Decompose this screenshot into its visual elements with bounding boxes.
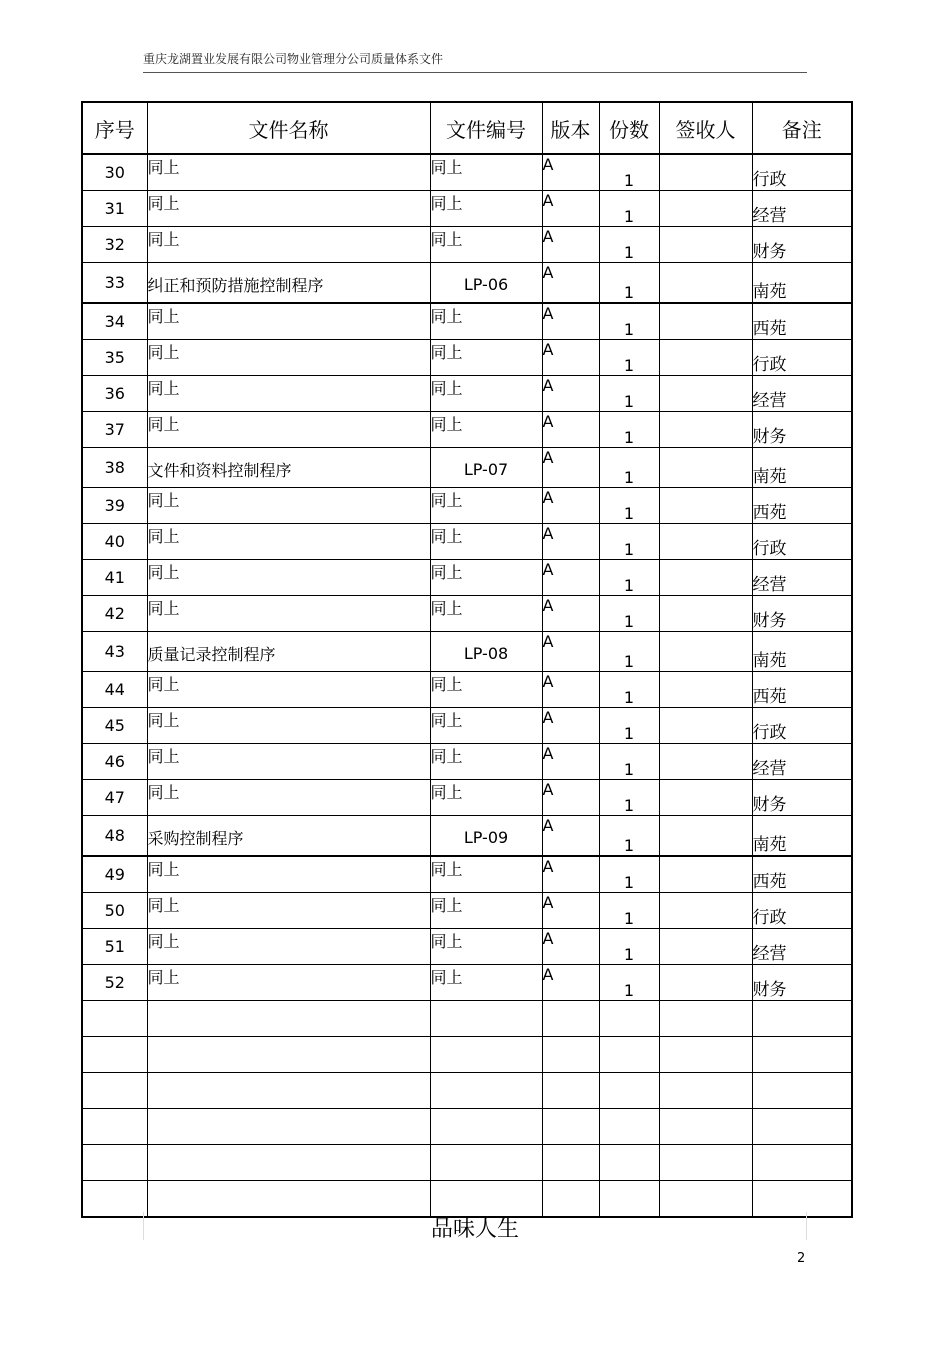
empty-cell [430,1073,542,1109]
cell-quantity: 1 [599,376,659,412]
empty-cell [752,1073,852,1109]
empty-cell [752,1001,852,1037]
cell-file-code: 同上 [430,412,542,448]
cell-quantity: 1 [599,780,659,816]
page-number: 2 [797,1251,806,1266]
table-row [82,191,852,227]
table-row [82,340,852,376]
cell-quantity: 1 [599,448,659,488]
cell-file-name: 同上 [147,672,430,708]
cell-quantity: 1 [599,488,659,524]
cell-note: 经营 [752,376,852,412]
table-row [82,816,852,857]
cell-file-code: LP-08 [430,632,542,672]
empty-cell [430,1001,542,1037]
table-row [82,376,852,412]
cell-file-name: 同上 [147,965,430,1001]
cell-note: 西苑 [752,303,852,340]
cell-version: A [542,672,599,708]
cell-note: 财务 [752,780,852,816]
cell-version: A [542,816,599,857]
empty-cell [599,1037,659,1073]
cell-seq: 43 [82,632,147,672]
cell-file-code: 同上 [430,340,542,376]
cell-note: 经营 [752,560,852,596]
column-header-quantity: 份数 [599,102,659,154]
cell-quantity: 1 [599,632,659,672]
cell-seq: 44 [82,672,147,708]
footer-slogan: 品味人生 [430,1217,519,1242]
cell-file-code: 同上 [430,856,542,893]
cell-file-code: 同上 [430,672,542,708]
cell-note: 西苑 [752,672,852,708]
cell-seq: 40 [82,524,147,560]
cell-file-name: 同上 [147,412,430,448]
cell-file-code: LP-07 [430,448,542,488]
cell-file-name: 同上 [147,929,430,965]
cell-quantity: 1 [599,191,659,227]
cell-seq: 49 [82,856,147,893]
cell-seq: 38 [82,448,147,488]
table-row [82,929,852,965]
column-header-name: 文件名称 [147,102,430,154]
cell-signer [659,816,752,857]
cell-signer [659,929,752,965]
cell-file-code: 同上 [430,780,542,816]
cell-file-name: 同上 [147,488,430,524]
cell-file-name: 同上 [147,856,430,893]
empty-cell [542,1001,599,1037]
cell-quantity: 1 [599,227,659,263]
document-header-title: 重庆龙湖置业发展有限公司物业管理分公司质量体系文件 [143,52,444,66]
cell-version: A [542,744,599,780]
cell-signer [659,672,752,708]
empty-cell [659,1001,752,1037]
table-header-row [82,102,852,154]
cell-signer [659,154,752,191]
cell-file-code: 同上 [430,708,542,744]
cell-file-code: 同上 [430,744,542,780]
cell-signer [659,632,752,672]
cell-signer [659,412,752,448]
cell-seq: 47 [82,780,147,816]
cell-note: 行政 [752,340,852,376]
empty-cell [430,1037,542,1073]
cell-version: A [542,263,599,304]
cell-file-name: 纠正和预防措施控制程序 [147,263,430,304]
cell-file-name: 同上 [147,744,430,780]
cell-note: 经营 [752,191,852,227]
cell-seq: 33 [82,263,147,304]
empty-cell [542,1109,599,1145]
empty-table-row [82,1145,852,1181]
empty-cell [752,1145,852,1181]
cell-version: A [542,632,599,672]
cell-note: 财务 [752,227,852,263]
empty-cell [430,1109,542,1145]
empty-cell [542,1073,599,1109]
cell-version: A [542,560,599,596]
empty-cell [752,1109,852,1145]
table-row [82,893,852,929]
cell-version: A [542,376,599,412]
cell-note: 南苑 [752,632,852,672]
empty-cell [752,1037,852,1073]
table-row [82,448,852,488]
empty-table-row [82,1073,852,1109]
cell-quantity: 1 [599,560,659,596]
cell-file-name: 同上 [147,560,430,596]
cell-version: A [542,965,599,1001]
cell-quantity: 1 [599,154,659,191]
table-row [82,303,852,340]
cell-seq: 35 [82,340,147,376]
column-header-version: 版本 [542,102,599,154]
cell-file-name: 同上 [147,154,430,191]
cell-note: 财务 [752,596,852,632]
empty-cell [659,1037,752,1073]
cell-signer [659,708,752,744]
cell-version: A [542,340,599,376]
cell-quantity: 1 [599,708,659,744]
cell-file-name: 同上 [147,596,430,632]
cell-quantity: 1 [599,303,659,340]
cell-seq: 45 [82,708,147,744]
empty-cell [82,1037,147,1073]
cell-note: 行政 [752,708,852,744]
cell-file-name: 同上 [147,780,430,816]
cell-note: 南苑 [752,448,852,488]
cell-note: 南苑 [752,816,852,857]
cell-file-code: 同上 [430,893,542,929]
cell-version: A [542,929,599,965]
empty-table-row [82,1001,852,1037]
cell-note: 行政 [752,524,852,560]
table-row [82,965,852,1001]
cell-file-code: 同上 [430,191,542,227]
table-row [82,780,852,816]
cell-version: A [542,893,599,929]
cell-file-name: 同上 [147,191,430,227]
cell-seq: 52 [82,965,147,1001]
cell-signer [659,376,752,412]
cell-signer [659,893,752,929]
cell-signer [659,448,752,488]
cell-file-code: 同上 [430,154,542,191]
table-row [82,856,852,893]
empty-cell [659,1145,752,1181]
cell-seq: 30 [82,154,147,191]
cell-quantity: 1 [599,893,659,929]
cell-file-name: 同上 [147,708,430,744]
cell-seq: 31 [82,191,147,227]
cell-file-name: 质量记录控制程序 [147,632,430,672]
cell-signer [659,488,752,524]
table-row [82,708,852,744]
cell-seq: 50 [82,893,147,929]
cell-seq: 41 [82,560,147,596]
column-header-signer: 签收人 [659,102,752,154]
cell-file-code: 同上 [430,929,542,965]
cell-signer [659,263,752,304]
cell-file-name: 同上 [147,340,430,376]
empty-cell [599,1073,659,1109]
empty-cell [147,1073,430,1109]
cell-version: A [542,780,599,816]
cell-note: 西苑 [752,856,852,893]
cell-version: A [542,448,599,488]
cell-version: A [542,412,599,448]
cell-quantity: 1 [599,965,659,1001]
cell-note: 西苑 [752,488,852,524]
empty-cell [147,1001,430,1037]
cell-quantity: 1 [599,744,659,780]
cell-version: A [542,596,599,632]
cell-quantity: 1 [599,856,659,893]
cell-note: 经营 [752,744,852,780]
cell-file-name: 同上 [147,376,430,412]
cell-note: 财务 [752,412,852,448]
cell-signer [659,744,752,780]
cell-file-code: LP-06 [430,263,542,304]
cell-seq: 37 [82,412,147,448]
empty-table-row [82,1037,852,1073]
table-row [82,672,852,708]
table-row [82,227,852,263]
cell-version: A [542,708,599,744]
cell-file-name: 同上 [147,303,430,340]
cell-quantity: 1 [599,340,659,376]
cell-signer [659,780,752,816]
cell-note: 经营 [752,929,852,965]
cell-file-name: 文件和资料控制程序 [147,448,430,488]
empty-table-row [82,1109,852,1145]
cell-version: A [542,524,599,560]
cell-file-code: 同上 [430,488,542,524]
cell-seq: 39 [82,488,147,524]
table-row [82,263,852,304]
table-row [82,744,852,780]
cell-version: A [542,154,599,191]
cell-quantity: 1 [599,672,659,708]
empty-cell [599,1145,659,1181]
empty-cell [599,1109,659,1145]
column-header-code: 文件编号 [430,102,542,154]
cell-quantity: 1 [599,263,659,304]
cell-signer [659,524,752,560]
cell-quantity: 1 [599,412,659,448]
cell-file-code: LP-09 [430,816,542,857]
table-row [82,560,852,596]
cell-version: A [542,227,599,263]
cell-note: 南苑 [752,263,852,304]
cell-note: 行政 [752,154,852,191]
cell-version: A [542,191,599,227]
empty-cell [147,1145,430,1181]
table-row [82,632,852,672]
cell-file-name: 采购控制程序 [147,816,430,857]
empty-cell [599,1001,659,1037]
cell-quantity: 1 [599,524,659,560]
cell-note: 行政 [752,893,852,929]
table-row [82,154,852,191]
empty-cell [82,1109,147,1145]
cell-quantity: 1 [599,596,659,632]
cell-file-name: 同上 [147,524,430,560]
cell-seq: 42 [82,596,147,632]
cell-version: A [542,856,599,893]
cell-signer [659,191,752,227]
cell-file-code: 同上 [430,303,542,340]
cell-signer [659,303,752,340]
cell-seq: 36 [82,376,147,412]
cell-quantity: 1 [599,816,659,857]
table-row [82,596,852,632]
cell-signer [659,340,752,376]
cell-seq: 46 [82,744,147,780]
empty-cell [430,1145,542,1181]
cell-note: 财务 [752,965,852,1001]
table-row [82,488,852,524]
cell-signer [659,856,752,893]
column-header-note: 备注 [752,102,852,154]
empty-cell [542,1145,599,1181]
column-header-seq: 序号 [82,102,147,154]
cell-file-code: 同上 [430,376,542,412]
empty-cell [542,1037,599,1073]
cell-file-name: 同上 [147,227,430,263]
cell-file-code: 同上 [430,596,542,632]
cell-file-code: 同上 [430,524,542,560]
cell-signer [659,227,752,263]
table-row [82,524,852,560]
empty-cell [147,1109,430,1145]
cell-file-code: 同上 [430,560,542,596]
cell-version: A [542,488,599,524]
cell-quantity: 1 [599,929,659,965]
cell-seq: 48 [82,816,147,857]
header-divider [143,72,807,73]
empty-cell [82,1145,147,1181]
empty-cell [147,1037,430,1073]
cell-file-code: 同上 [430,965,542,1001]
cell-file-name: 同上 [147,893,430,929]
cell-file-code: 同上 [430,227,542,263]
cell-seq: 51 [82,929,147,965]
empty-cell [659,1073,752,1109]
empty-cell [659,1109,752,1145]
table-body [82,154,852,1217]
document-distribution-table [81,101,853,1218]
empty-cell [82,1073,147,1109]
cell-signer [659,965,752,1001]
cell-seq: 34 [82,303,147,340]
empty-cell [82,1001,147,1037]
cell-seq: 32 [82,227,147,263]
cell-signer [659,596,752,632]
table-row [82,412,852,448]
cell-version: A [542,303,599,340]
cell-signer [659,560,752,596]
